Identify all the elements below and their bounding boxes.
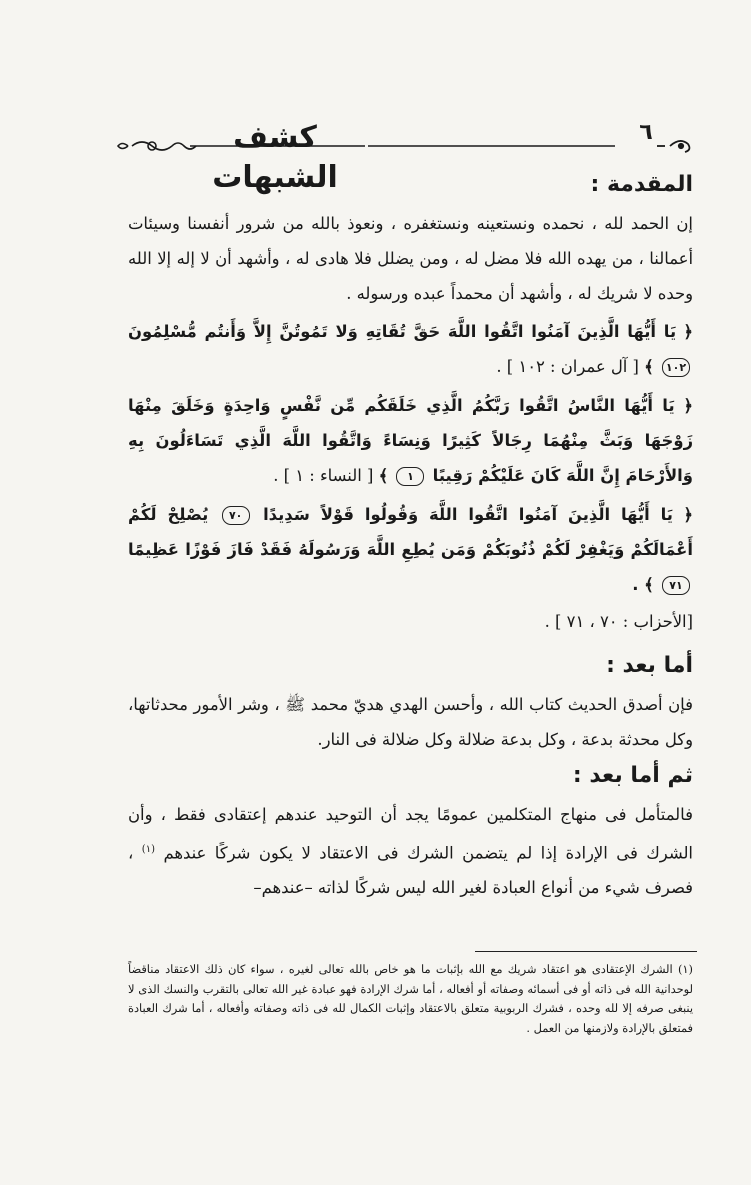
verse-open-bracket: ﴿ <box>683 396 693 415</box>
verse-close-bracket: ﴾ . <box>632 575 654 594</box>
footnote-marker[interactable]: (١) <box>141 844 155 855</box>
verse-open-bracket: ﴿ <box>683 322 693 341</box>
thumma-text-a: فالمتأمل فى منهاج المتكلمين عمومًا يجد أن التوحيد عندهم إعتقادى فقط ، وأن الشرك فى الإرادة إذا لم يتضمن الشرك فى الاعتقاد لا يكون شركًا عندهم <box>128 805 693 863</box>
ayah-number-badge: ١ <box>396 467 424 486</box>
verse-al-imran <box>128 314 693 384</box>
footnote: (١) الشرك الإعتقادى هو اعتقاد شريك مع الله بإثبات ما هو خاص بالله تعالى لغيره ، سواء كان ذلك الاعتقاد مناقضاً لوحدانية الله فى ذاته أو فى أسمائه وصفاته أو أفعاله ، أما شرك الإرادة فهو عبادة غير الله تعالى بالتقرب والنسك الذى لا ينبغى صرفه إلا لله وحده ، فشرك الربوبية متعلق بالاعتقاد وإثبات الكمال لله فى ذاته وصفاته وأفعاله ، أما شرك العبادة فمتعلق بالإرادة ولازمنها من العمل . <box>128 962 693 1035</box>
verse-an-nisa <box>128 388 693 493</box>
thumma-paragraph <box>128 797 693 905</box>
ayah-number-badge: ٧١ <box>662 576 690 595</box>
amma-bad-paragraph: فإن أصدق الحديث كتاب الله ، وأحسن الهدي هديّ محمد ﷺ ، وشر الأمور محدثاتها، وكل محدثة بدعة ، وكل بدعة ضلالة وكل ضلالة فى النار. <box>128 695 693 749</box>
verse-text: يَا أَيُّهَا النَّاسُ اتَّقُوا رَبَّكُمُ الَّذِي خَلَقَكُم مِّن نَّفْسٍ وَاحِدَةٍ وَخَلَقَ مِنْهَا زَوْجَهَا وَبَثَّ مِنْهُمَا رِجَالاً كَثِيرًا وَنِسَاءً وَاتَّقُوا اللَّهَ الَّذِي تَسَاءَلُونَ بِهِ وَالأَرْحَامَ إِنَّ اللَّهَ كَانَ عَلَيْكُمْ رَقِيبًا <box>128 396 693 485</box>
book-title: كشف الشبهات <box>212 120 338 195</box>
verse-reference: [الأحزاب : ٧٠ ، ٧١ ] . <box>544 612 693 631</box>
intro-heading: المقدمة : <box>590 172 693 197</box>
verse-text-part-a: يَا أَيُّهَا الَّذِينَ آمَنُوا اتَّقُوا اللَّهَ وَقُولُوا قَوْلاً سَدِيدًا <box>263 505 673 524</box>
amma-bad-heading: أما بعد : <box>606 653 693 678</box>
verse-open-bracket: ﴿ <box>683 505 693 524</box>
thumma-amma-bad-heading: ثم أما بعد : <box>572 763 693 788</box>
page-number: ٦ <box>639 120 653 145</box>
verse-reference: [ النساء : ١ ] . <box>273 466 374 485</box>
intro-paragraph: إن الحمد لله ، نحمده ونستعينه ونستغفره ، ونعوذ بالله من شرور أنفسنا وسيئات أعمالنا ، من يهده الله فلا مضل له ، ومن يضلل فلا هادى له ، وأشهد أن لا إله إلا الله وحده لا شريك له ، وأشهد أن محمداً عبده ورسوله . <box>128 214 693 303</box>
verse-reference: [ آل عمران : ١٠٢ ] . <box>496 357 639 376</box>
footnote-divider <box>475 951 697 952</box>
verse-al-ahzab <box>128 497 693 602</box>
ayah-number-badge: ١٠٢ <box>662 358 690 377</box>
verse-text-part-b: يُصْلِحْ لَكُمْ أَعْمَالَكُمْ وَيَغْفِرْ لَكُمْ ذُنُوبَكُمْ وَمَن يُطِعِ اللَّهَ وَرَسُولَهُ فَقَدْ فَازَ فَوْزًا عَظِيمًا <box>128 505 693 559</box>
thumma-text-b: ، فصرف شيء من أنواع العبادة لغير الله ليس شركًا لذاته –عندهم– <box>128 843 693 898</box>
verse-text: يَا أَيُّهَا الَّذِينَ آمَنُوا اتَّقُوا اللَّهَ حَقَّ تُقَاتِهِ وَلا تَمُوتُنَّ إِلاَّ وَأَنتُم مُّسْلِمُونَ <box>128 322 677 341</box>
verse-close-bracket: ﴾ <box>644 357 654 376</box>
verse-close-bracket: ﴾ <box>378 466 389 485</box>
ayah-number-badge: ٧٠ <box>222 506 250 525</box>
page-body <box>128 170 693 905</box>
